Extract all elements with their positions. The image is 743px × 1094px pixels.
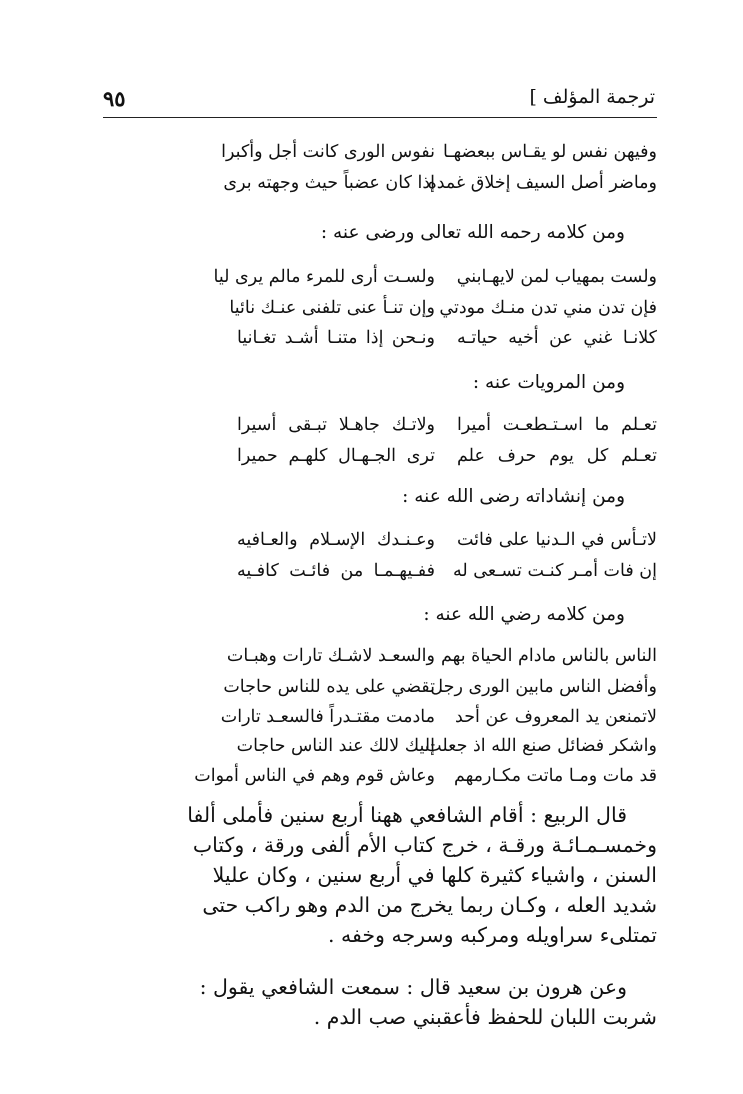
section-heading: ومن المرويات عنه : — [472, 372, 625, 393]
prose-line: وخمسـمـائـة ورقـة ، خرج كتاب الأم ألفى ورقة ، وكتاب — [192, 833, 657, 857]
verse-line — [221, 137, 657, 167]
verse-second-hemistich: ولاتـك جاهـلا تبـقى أسيرا — [237, 415, 435, 435]
section-heading: ومن إنشاداته رضى الله عنه : — [402, 486, 625, 507]
prose-line: شديد العله ، وكـان ربما يخرج من الدم وهو راكب حتى — [202, 893, 657, 917]
section-heading: ومن كلامه رضي الله عنه : — [423, 604, 625, 625]
prose-line: تمتلىء سراويله ومركبه وسرجه وخفه . — [327, 923, 657, 947]
verse-second-hemistich: وعـنـدك الإسـلام والعـافيه — [237, 530, 435, 550]
verse-second-hemistich: مادمت مقتـدراً فالسعـد تارات — [220, 707, 435, 727]
verse-line — [213, 262, 657, 292]
prose-paragraph — [187, 800, 657, 950]
verse-line — [237, 731, 657, 761]
verse-second-hemistich: ونـحن إذا متنـا أشـد تغـانيا — [237, 328, 435, 348]
verse-first-hemistich: كلانـا غني عن أخيه حياتـه — [457, 328, 657, 348]
verse-line — [237, 323, 657, 353]
verse-line — [229, 293, 657, 323]
verse-line — [223, 168, 657, 198]
verse-first-hemistich: لاتمنعن يد المعروف عن أحد — [455, 707, 657, 727]
verse-first-hemistich: ولست بمهياب لمن لايهـابني — [456, 267, 657, 287]
prose-line: قال الربيع : أقام الشافعي ههنا أربع سنين فأملى ألفا — [187, 803, 627, 827]
verse-first-hemistich: تعـلم ما اسـتـطعـت أميرا — [457, 415, 657, 435]
running-title: ترجمة المؤلف ] — [529, 86, 655, 108]
page-number: ٩٥ — [103, 86, 126, 111]
verse-first-hemistich: واشكر فضائل صنع الله اذ جعلت — [425, 736, 657, 756]
verse-first-hemistich: إن فات أمـر كنـت تسـعى له — [453, 561, 657, 581]
verse-line — [223, 672, 657, 702]
prose-paragraph — [199, 972, 657, 1032]
verse-second-hemistich: ففـيهـمـا من فائـت كافـيه — [237, 561, 435, 581]
verse-second-hemistich: ولسـت أرى للمرء مالم يرى ليا — [213, 267, 435, 287]
verse-second-hemistich: وإن تنـأ عنى تلفنى عنـك نائيا — [229, 298, 435, 318]
verse-second-hemistich: إليك لالك عند الناس حاجات — [236, 736, 435, 756]
verse-first-hemistich: وماضر أصل السيف إخلاق غمده — [427, 173, 657, 193]
verse-line — [237, 525, 657, 555]
verse-first-hemistich: فإن تدن مني تدن منـك مودتي — [439, 298, 657, 318]
prose-line: وعن هرون بن سعيد قال : سمعت الشافعي يقول : — [199, 975, 627, 999]
verse-first-hemistich: وفيهن نفس لو يقـاس ببعضهـا — [443, 142, 657, 162]
prose-line: شربت اللبان للحفظ فأعقبني صب الدم . — [313, 1005, 657, 1029]
prose-line: السنن ، واشياء كثيرة كلها في أربع سنين ، وكان عليلا — [212, 863, 657, 887]
header-rule — [103, 117, 657, 118]
verse-first-hemistich: لاتـأس في الـدنيا على فائت — [457, 530, 657, 550]
verse-first-hemistich: وأفضل الناس مابين الورى رجل — [430, 677, 657, 697]
verse-line — [237, 556, 657, 586]
verse-first-hemistich: قد مات ومـا ماتت مكـارمهم — [453, 766, 657, 786]
verse-second-hemistich: إذا كان عضباً حيث وجهته برى — [223, 173, 435, 193]
verse-first-hemistich: الناس بالناس مادام الحياة بهم — [441, 646, 657, 666]
verse-second-hemistich: ترى الجـهـال كلهـم حميرا — [237, 446, 435, 466]
section-heading: ومن كلامه رحمه الله تعالى ورضى عنه : — [320, 222, 625, 243]
verse-line — [194, 761, 657, 791]
verse-second-hemistich: والسعـد لاشـك تارات وهبـات — [226, 646, 435, 666]
verse-first-hemistich: تعـلم كل يوم حرف علم — [457, 446, 657, 466]
verse-line — [237, 410, 657, 440]
verse-second-hemistich: تقضي على يده للناس حاجات — [223, 677, 435, 697]
verse-line — [237, 441, 657, 471]
verse-line — [226, 641, 657, 671]
verse-line — [220, 702, 657, 732]
verse-second-hemistich: وعاش قوم وهم في الناس أموات — [194, 766, 435, 786]
verse-second-hemistich: نفوس الورى كانت أجل وأكبرا — [221, 142, 435, 162]
